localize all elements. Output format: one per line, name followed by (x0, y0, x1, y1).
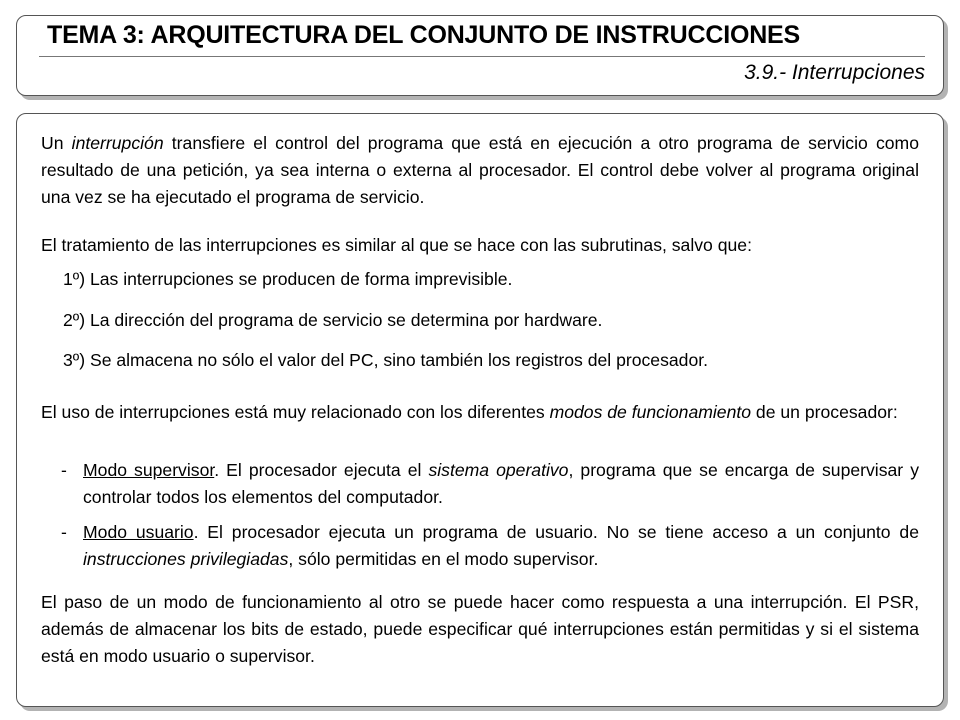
user-mode-name: Modo usuario (83, 522, 194, 542)
modes-text-2: de un procesador: (751, 402, 898, 422)
intro-text-2: transfiere el control del programa que está en ejecución a otro programa de servicio como resultado de una petición, ya sea interna o externa al procesador. El control debe volver al programa original una vez se ha ejecutado el programa de servicio. (41, 133, 919, 207)
modes-text-1: El uso de interrupciones está muy relacionado con los diferentes (41, 402, 550, 422)
user-mode-item (83, 519, 919, 573)
supervisor-bullet: - (61, 460, 67, 480)
supervisor-term: sistema operativo (428, 460, 569, 480)
supervisor-text-1: . El procesador ejecuta el (214, 460, 429, 480)
page-title: TEMA 3: ARQUITECTURA DEL CONJUNTO DE INSTRUCCIONES (47, 21, 801, 49)
intro-paragraph (41, 130, 919, 211)
treatment-item-2: 2º) La dirección del programa de servicio se determina por hardware. (63, 310, 603, 330)
header-panel (16, 15, 944, 96)
closing-paragraph: El paso de un modo de funcionamiento al otro se puede hacer como respuesta a una interrupción. El PSR, además de almacenar los bits de estado, puede especificar qué interrupciones están permitidas y si el sistema está en modo usuario o supervisor. (41, 592, 919, 666)
title-divider (39, 56, 925, 57)
supervisor-mode-item (83, 457, 919, 511)
user-text-2: , sólo permitidas en el modo supervisor. (288, 549, 599, 569)
modes-paragraph (41, 399, 919, 426)
section-subtitle: 3.9.- Interrupciones (744, 61, 925, 84)
treatment-item-3: 3º) Se almacena no sólo el valor del PC, sino también los registros del procesador. (63, 350, 709, 370)
treatment-lead: El tratamiento de las interrupciones es similar al que se hace con las subrutinas, salvo que: (41, 235, 752, 255)
intro-text-1: Un (41, 133, 72, 153)
modes-term: modos de funcionamiento (549, 402, 752, 422)
treatment-item-1: 1º) Las interrupciones se producen de forma imprevisible. (63, 269, 513, 289)
user-bullet: - (61, 522, 67, 542)
user-term: instrucciones privilegiadas (83, 549, 289, 569)
content-panel (16, 113, 944, 707)
user-text-1: . El procesador ejecuta un programa de usuario. No se tiene acceso a un conjunto de (193, 522, 919, 542)
supervisor-text-2: , programa que se encarga de supervisar y controlar todos los elementos del computador. (83, 460, 919, 507)
intro-term-interrupcion: interrupción (71, 133, 164, 153)
supervisor-mode-name: Modo supervisor (83, 460, 215, 480)
